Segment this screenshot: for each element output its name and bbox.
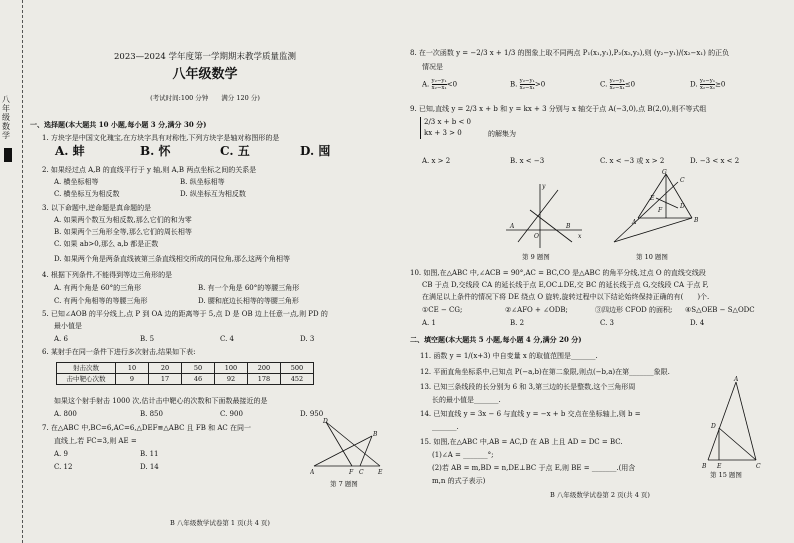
q11-text: 11. 函数 y = 1/(x+3) 中自变量 x 的取值范围是_______. xyxy=(420,352,598,360)
q15-text: 15. 如图,在△ABC 中,AB = AC,D 在 AB 上且 AD = DC = BC. xyxy=(420,438,623,446)
fraction xyxy=(432,78,447,91)
q4-option-d: D. 腰和底边长相等的等腰三角形 xyxy=(198,297,299,305)
q9-option-a: A. x > 2 xyxy=(422,157,451,165)
q1-option-b: B. 怀 xyxy=(140,144,171,158)
q7-option-a: A. 9 xyxy=(54,450,68,458)
q3-option-c: C. 如果 ab>0,那么 a,b 都是正数 xyxy=(54,240,159,248)
q9-ineq-1: 2/3 x + b < 0 xyxy=(424,118,472,126)
table-cell: 46 xyxy=(182,374,215,385)
q8-option-d xyxy=(690,78,725,91)
q15-figure xyxy=(702,376,762,470)
frac-den: x₂−x₁ xyxy=(699,85,716,91)
fig-label: A xyxy=(510,223,515,230)
q3-option-d: D. 如果两个角是两条直线被第三条直线相交所成的同位角,那么这两个角相等 xyxy=(54,255,291,263)
table-cell: 500 xyxy=(281,363,314,374)
q4-option-c: C. 有两个角相等的等腰三角形 xyxy=(54,297,148,305)
q5-option-d: D. 3 xyxy=(300,335,315,343)
q5-option-b: B. 5 xyxy=(140,335,155,343)
fig-label: C xyxy=(756,463,761,470)
q8-option-a xyxy=(422,78,457,91)
q8-stem: 8. 在一次函数 y = −2/3 x + 1/3 的图象上取不同两点 P₁(x₁,y₁),P₂(x₂,y₂),则 (y₂−y₁)/(x₂−x₁) 的正负 xyxy=(410,49,730,57)
q1-stem: 1. 方块字是中国文化瑰宝,在方块字具有对称性,下列方块字是轴对称图形的是 xyxy=(42,134,280,142)
fig-label: C xyxy=(680,177,685,184)
option-letter: C. xyxy=(600,80,608,89)
option-sign: ≥0 xyxy=(715,80,726,89)
table-row xyxy=(57,374,314,385)
frac-num: y₂−y₁ xyxy=(519,78,535,84)
binding-strip xyxy=(0,0,23,543)
frac-num: y₂−y₁ xyxy=(699,78,716,84)
option-sign: ≤0 xyxy=(624,80,636,89)
fig-label: D xyxy=(323,418,328,425)
frac-den: x₂−x₁ xyxy=(431,85,447,91)
q6-stem: 6. 某射手在同一条件下进行多次射击,结果如下表: xyxy=(42,348,196,356)
q10-option-d: D. 4 xyxy=(690,319,705,327)
section2-title: 二、填空题(本大题共 5 小题,每小题 4 分,满分 20 分) xyxy=(410,335,582,344)
q9-option-c: C. x < −3 或 x > 2 xyxy=(600,157,665,165)
q10-text-1: 10. 如图,在△ABC 中,∠ACB = 90°,AC = BC,CO 是△ABC 的角平分线,过点 O 的直线交线段 xyxy=(410,269,706,277)
table-cell: 17 xyxy=(149,374,182,385)
q3-option-b: B. 如果两个三角形全等,那么它们的周长相等 xyxy=(54,228,192,236)
q6-option-c: C. 900 xyxy=(220,410,243,418)
q10-item-3: ③四边形 CFOD 的面积; xyxy=(595,306,673,314)
table-cell: 178 xyxy=(248,374,281,385)
fig-label: A xyxy=(632,219,637,226)
right-footer: B 八年级数学试卷第 2 页(共 4 页) xyxy=(550,491,650,499)
q8-option-b xyxy=(510,78,545,91)
q7-option-c: C. 12 xyxy=(54,463,73,471)
q9-fig-caption: 第 9 题图 xyxy=(522,253,550,261)
q8-cont: 情况是 xyxy=(422,63,443,71)
q6-frequency-table xyxy=(56,362,314,385)
q10-figure xyxy=(606,168,706,252)
fig-label: A xyxy=(734,376,739,383)
fig-label: D xyxy=(680,203,685,210)
q10-item-1: ①CE − CG; xyxy=(422,306,463,314)
frac-num: y₂−y₁ xyxy=(431,78,447,84)
side-subject-label: 八年级数学 xyxy=(2,95,10,140)
q10-text-2: CB 于点 D,交线段 CA 的延长线于点 E,OC⊥DE,交 BC 的延长线于点 G,交线段 CA 于点 F, xyxy=(422,281,709,289)
q7-figure xyxy=(310,418,388,478)
q5-cont: 最小值是 xyxy=(54,322,82,330)
q4-stem: 4. 根据下列条件,不能得到等边三角形的是 xyxy=(42,271,173,279)
q3-stem: 3. 以下命题中,逆命题是真命题的是 xyxy=(42,204,152,212)
option-letter: A. xyxy=(422,80,430,89)
option-sign: <0 xyxy=(446,80,458,89)
q15-part-2: (2)若 AB = m,BD = n,DE⊥BC 于点 E,则 BE = _______.(用含 xyxy=(432,464,636,472)
q2-option-d: D. 纵坐标互为相反数 xyxy=(180,190,246,198)
q6-option-d: D. 950 xyxy=(300,410,324,418)
q9-system xyxy=(420,117,471,139)
q10-option-c: C. 3 xyxy=(600,319,615,327)
fig-label: D xyxy=(711,423,716,430)
fraction xyxy=(700,78,715,91)
fig-label: E xyxy=(378,469,383,476)
q13-text: 13. 已知三条线段的长分别为 6 和 3,第三边的长是整数,这个三角形周 xyxy=(420,383,636,391)
q1-option-d: D. 囤 xyxy=(300,144,331,158)
q10-option-a: A. 1 xyxy=(422,319,436,327)
table-cell: 200 xyxy=(248,363,281,374)
fig-label: E xyxy=(717,463,722,470)
fig-label: B xyxy=(702,463,707,470)
fig-label: y xyxy=(542,183,546,190)
fig-label: E xyxy=(650,195,655,202)
table-cell: 10 xyxy=(116,363,149,374)
q7-option-b: B. 11 xyxy=(140,450,159,458)
q6-after: 如果这个射手射击 1000 次,估计击中靶心的次数和下面数最接近的是 xyxy=(54,397,268,405)
q9-ineq-2: kx + 3 > 0 xyxy=(424,129,462,137)
q2-stem: 2. 如果经过点 A,B 的直线平行于 y 轴,则 A,B 两点坐标之间的关系是 xyxy=(42,166,257,174)
q4-option-b: B. 有一个角是 60°的等腰三角形 xyxy=(198,284,300,292)
q7-stem: 7. 在△ABC 中,BC=6,AC=6,△DEF≌△ABC 且 FB 和 AC 在同一 xyxy=(42,424,251,432)
frac-den: x₂−x₁ xyxy=(519,85,535,91)
q6-option-a: A. 800 xyxy=(54,410,77,418)
section1-title: 一、选择题(本大题共 10 小题,每小题 3 分,满分 30 分) xyxy=(30,120,207,129)
table-cell: 击中靶心次数 xyxy=(57,374,116,385)
frac-den: x₂−x₁ xyxy=(609,85,625,91)
q14-cont: _______. xyxy=(432,423,459,431)
q5-option-a: A. 6 xyxy=(54,335,68,343)
q9-cont: 的解集为 xyxy=(488,130,516,138)
fig-label: B xyxy=(566,223,571,230)
q10-text-3: 在满足以上条件的情况下将 DE 绕点 O 旋转,旋转过程中以下结论始终保持正确的有( )个. xyxy=(422,293,710,301)
q13-cont: 长的最小值是_______. xyxy=(432,396,501,404)
q1-option-c: C. 五 xyxy=(220,144,250,158)
q15-part-1: (1)∠A = _______°; xyxy=(432,451,494,459)
q1-option-a: A. 蚌 xyxy=(55,144,85,158)
table-cell: 20 xyxy=(149,363,182,374)
option-sign: >0 xyxy=(534,80,546,89)
table-row xyxy=(57,363,314,374)
q14-text: 14. 已知直线 y = 3x − 6 与直线 y = −x + b 交点在坐标轴上,则 b = xyxy=(420,410,641,418)
table-cell: 9 xyxy=(116,374,149,385)
fig-label: x xyxy=(578,233,582,240)
q8-option-c xyxy=(600,78,635,91)
q9-figure xyxy=(502,180,586,250)
q10-option-b: B. 2 xyxy=(510,319,525,327)
q6-option-b: B. 850 xyxy=(140,410,163,418)
fig-label: O xyxy=(534,233,539,240)
fig-label: G xyxy=(662,169,667,176)
q15-part-2b: m,n 的式子表示) xyxy=(432,477,486,485)
q9-option-d: D. −3 < x < 2 xyxy=(690,157,740,165)
q5-stem: 5. 已知∠AOB 的平分线上,点 P 到 OA 边的距离等于 5,点 D 是 OB 边上任意一点,则 PD 的 xyxy=(42,310,328,318)
q2-option-b: B. 纵坐标相等 xyxy=(180,178,225,186)
exam-year-title: 2023—2024 学年度第一学期期末教学质量监测 xyxy=(114,52,296,62)
q7-cont: 直线上,若 FC=3,则 AE = xyxy=(54,437,137,445)
fig-label: A xyxy=(310,469,315,476)
fraction xyxy=(520,78,535,91)
fig-label: B xyxy=(373,431,378,438)
binding-mark xyxy=(4,148,12,162)
option-letter: B. xyxy=(510,80,518,89)
q3-option-a: A. 如果两个数互为相反数,那么它们的和为零 xyxy=(54,216,192,224)
q5-option-c: C. 4 xyxy=(220,335,235,343)
q2-option-a: A. 横坐标相等 xyxy=(54,178,99,186)
option-letter: D. xyxy=(690,80,698,89)
exam-subject-title: 八年级数学 xyxy=(172,67,238,82)
fraction xyxy=(610,78,625,91)
q2-option-c: C. 横坐标互为相反数 xyxy=(54,190,120,198)
fig-label: B xyxy=(694,217,699,224)
q7-option-d: D. 14 xyxy=(140,463,159,471)
frac-num: y₂−y₁ xyxy=(609,78,625,84)
table-cell: 50 xyxy=(182,363,215,374)
table-cell: 92 xyxy=(215,374,248,385)
q15-fig-caption: 第 15 题图 xyxy=(710,471,742,479)
q9-stem: 9. 已知,直线 y = 2/3 x + b 和 y = kx + 3 分别与 x 轴交于点 A(−3,0),点 B(2,0),则不等式组 xyxy=(410,105,707,113)
q4-option-a: A. 有两个角是 60°的三角形 xyxy=(54,284,142,292)
q10-item-4: ④S△OEB − S△ODC xyxy=(685,306,755,314)
q9-option-b: B. x < −3 xyxy=(510,157,545,165)
fig-label: F xyxy=(658,207,663,214)
table-cell: 452 xyxy=(281,374,314,385)
q10-item-2: ②∠AFO + ∠ODB; xyxy=(505,306,568,314)
table-cell: 100 xyxy=(215,363,248,374)
fig-label: F xyxy=(349,469,354,476)
q12-text: 12. 平面直角坐标系中,已知点 P(−a,b)在第二象限,则点(−b,a)在第_______象限. xyxy=(420,368,670,376)
left-footer: B 八年级数学试卷第 1 页(共 4 页) xyxy=(170,519,270,527)
q10-fig-caption: 第 10 题图 xyxy=(636,253,668,261)
table-cell: 射击次数 xyxy=(57,363,116,374)
exam-time-note: (考试时间:100 分钟 满分 120 分) xyxy=(150,94,260,102)
fig-label: C xyxy=(359,469,364,476)
q7-fig-caption: 第 7 题图 xyxy=(330,480,358,488)
